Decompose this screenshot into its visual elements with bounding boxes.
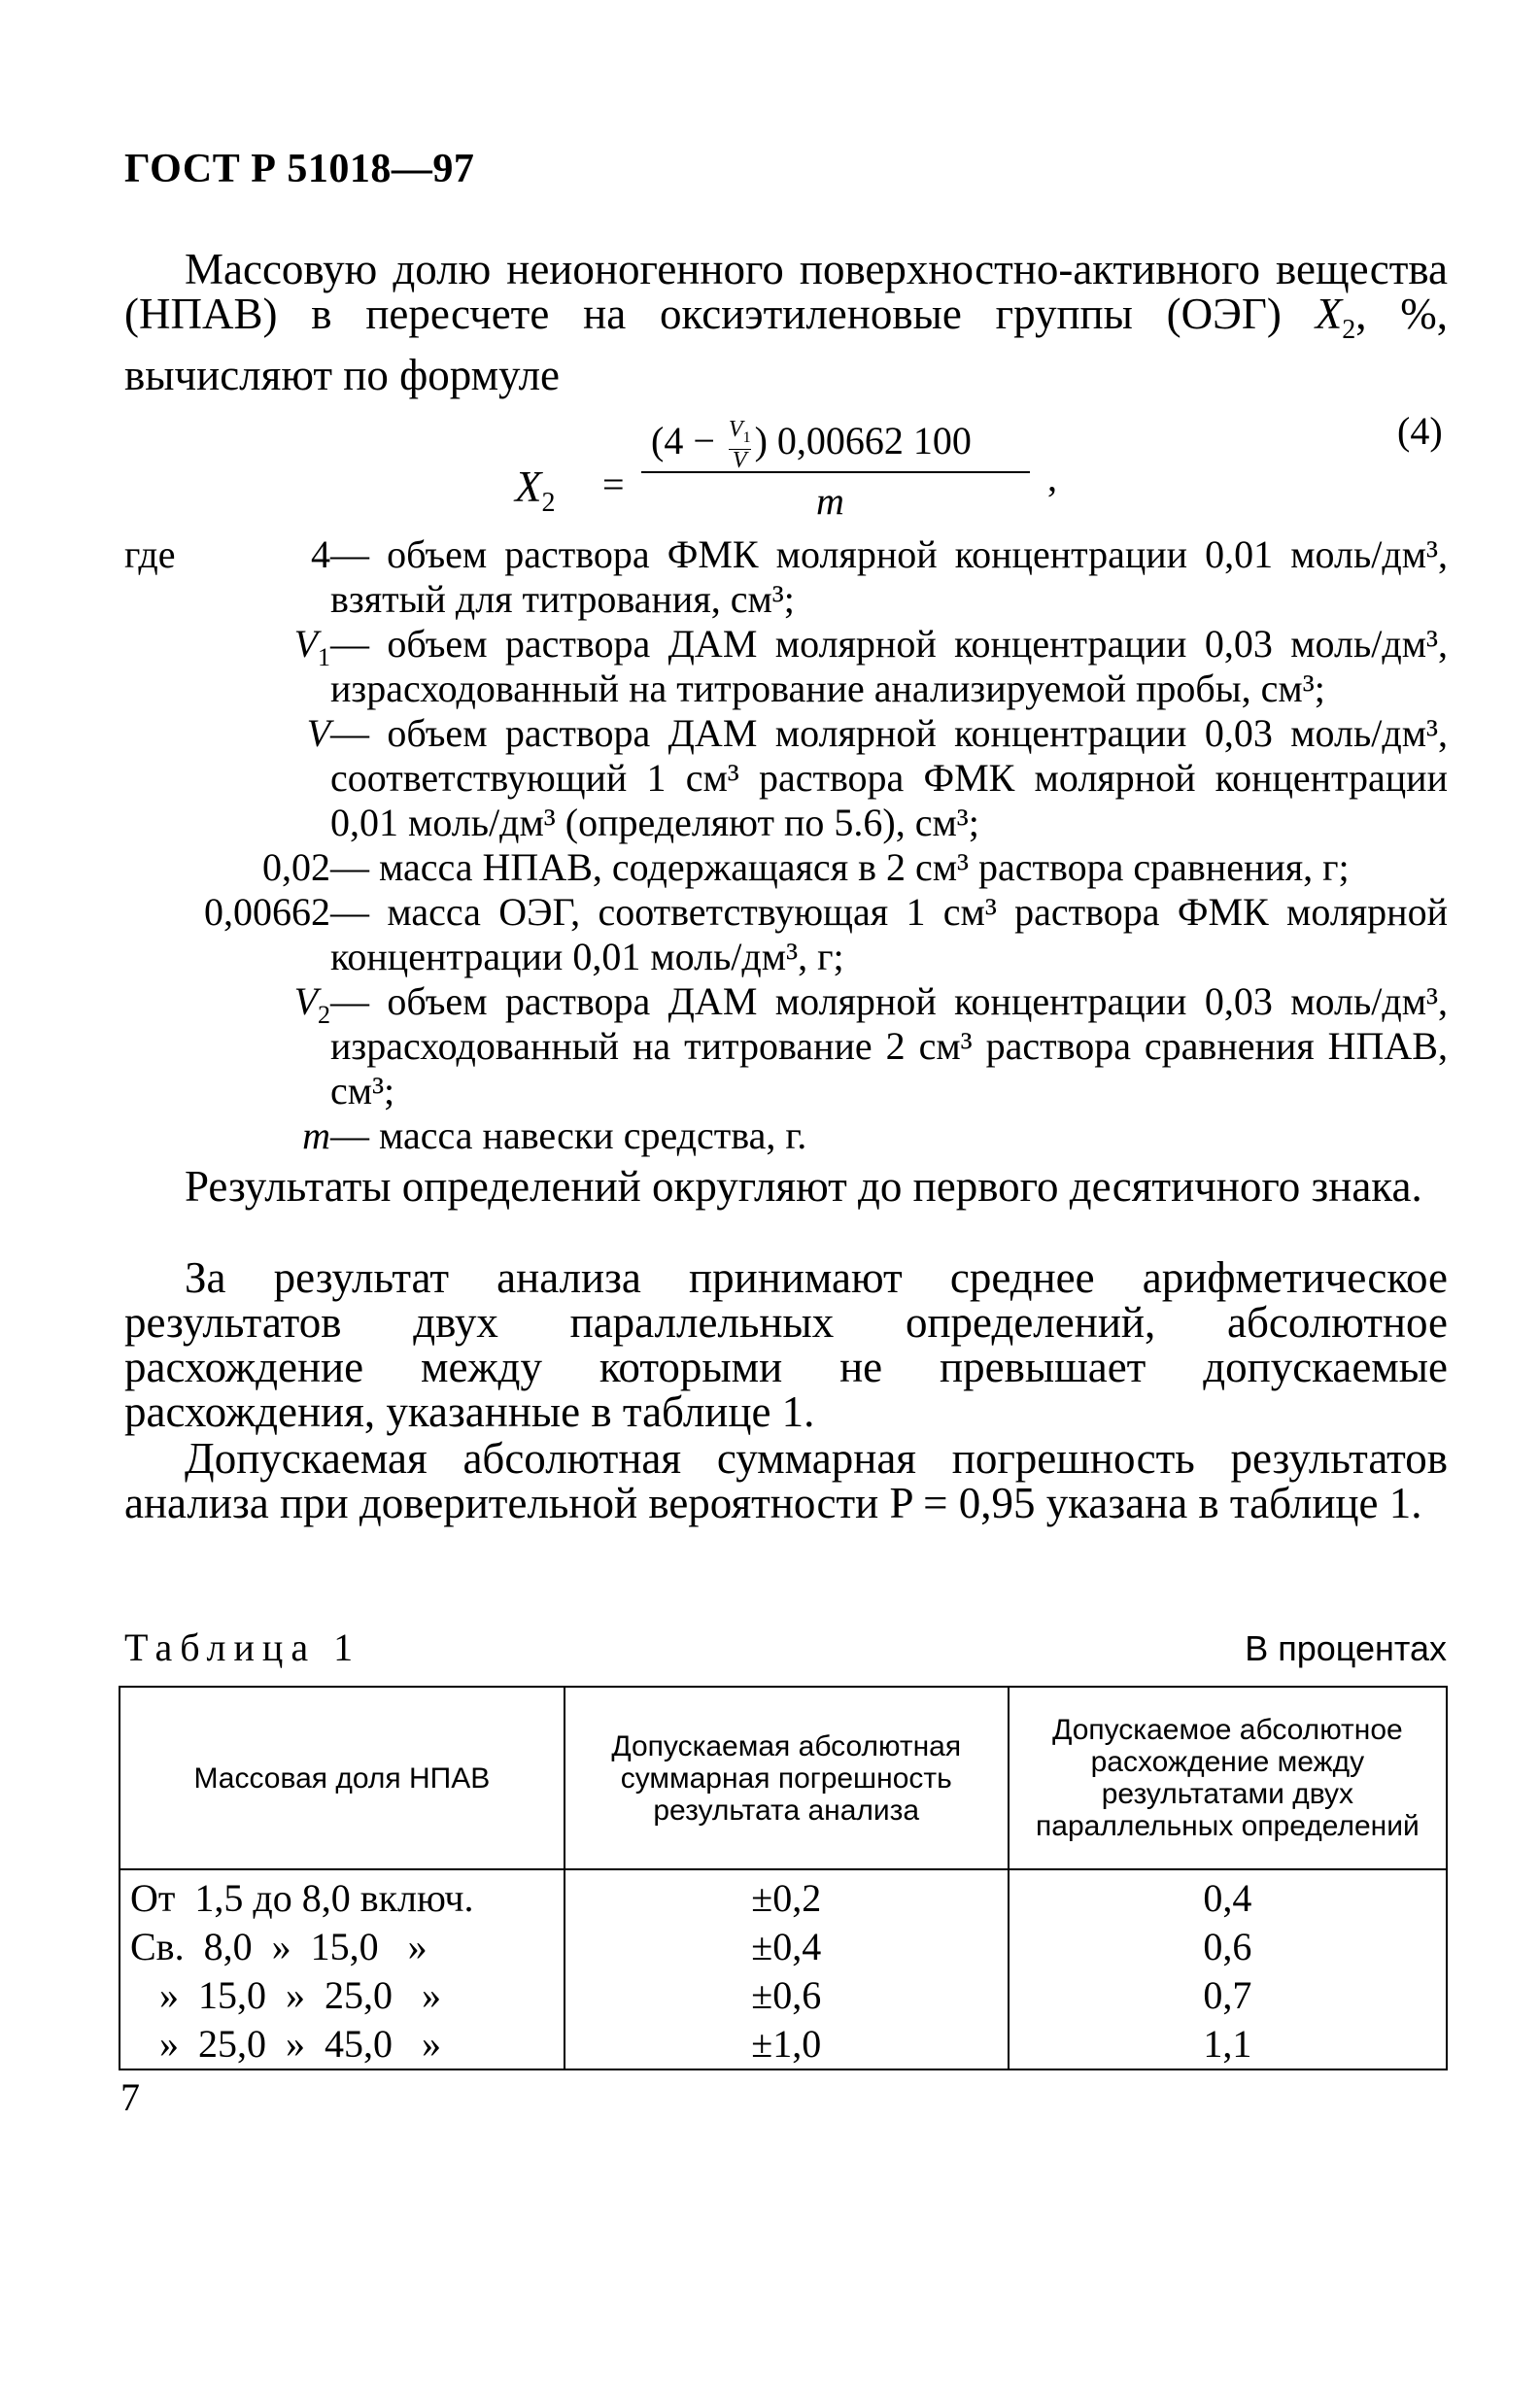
table-row (120, 1971, 1447, 2020)
table-cell: 0,6 (1009, 1923, 1447, 1971)
fraction-bar (641, 471, 1030, 473)
definition-text: — объем раствора ДАМ молярной концентрации 0,03 моль/дм³, израсходованный на титрование 2 см³ раствора сравнения НПАВ, см³; (330, 979, 1448, 1112)
table-header-cell: Массовая доля НПАВ (120, 1687, 565, 1869)
tolerance-table (119, 1686, 1448, 2070)
table-cell: ±1,0 (565, 2020, 1009, 2069)
error-paragraph: Допускаемая абсолютная суммарная погрешность результатов анализа при доверительной вероятности P = 0,95 указана в таблице 1. (124, 1434, 1448, 1527)
v1-over-v-fraction: $\frac{V_1}{V}$ (728, 416, 751, 473)
formula-number: (4) (1397, 409, 1443, 453)
table-cell: 1,1 (1009, 2020, 1447, 2069)
table-cell: От 1,5 до 8,0 включ. (120, 1869, 565, 1923)
definition-text: — масса НПАВ, содержащаяся в 2 см³ раствора сравнения, г; (330, 845, 1350, 889)
table-units: В процентах (1245, 1628, 1447, 1668)
table-header-cell: Допускаемое абсолютное расхождение между результатами двух параллельных определений (1009, 1687, 1447, 1869)
table-header-cell: Допускаемая абсолютная суммарная погрешность результата анализа (565, 1687, 1009, 1869)
definition-symbol: $V_2$ (293, 979, 330, 1029)
table-row (120, 1923, 1447, 1971)
definition-text: — объем раствора ДАМ молярной концентрации 0,03 моль/дм³, соответствующий 1 см³ раствора ФМК молярной концентрации 0,01 моль/дм³ (определяют по 5.6), см³; (330, 711, 1448, 844)
table-cell: ±0,4 (565, 1923, 1009, 1971)
intro-paragraph: Массовую долю неионогенного поверхностно-активного вещества (НПАВ) в пересчете на оксиэтиленовые группы (ОЭГ) $X_2$, %, вычисляют по формуле (124, 245, 1448, 399)
formula-equals: = (602, 462, 625, 506)
where-label: где (124, 532, 176, 576)
formula-denominator: m (816, 479, 844, 523)
table-header-row (120, 1687, 1447, 1869)
definition-item (124, 711, 1448, 845)
definition-text: — объем раствора ФМК молярной концентрации 0,01 моль/дм³, взятый для титрования, см³; (330, 532, 1448, 621)
definition-item (124, 1113, 1448, 1158)
definition-symbol: V (306, 711, 330, 755)
formula-numerator: (4 − $\frac{V_1}{V}$ ) 0,00662 100 (651, 416, 972, 473)
table-cell: 0,7 (1009, 1971, 1447, 2020)
table-cell: Св. 8,0 » 15,0 » (120, 1923, 565, 1971)
definition-item (124, 532, 1448, 622)
definition-text: — масса навески средства, г. (330, 1113, 807, 1157)
definition-item (124, 622, 1448, 711)
definition-text: — масса ОЭГ, соответствующая 1 см³ раствора ФМК молярной концентрации 0,01 моль/дм³, г; (330, 890, 1448, 978)
formula-lhs: $X_2$ (515, 462, 556, 518)
document-header: ГОСТ Р 51018—97 (124, 147, 475, 191)
table-cell: » 15,0 » 25,0 » (120, 1971, 565, 2020)
formula-4 (496, 408, 1448, 534)
table-row (120, 1869, 1447, 1923)
page-number: 7 (120, 2075, 140, 2119)
definitions-list (124, 532, 1448, 1158)
table-cell: ±0,2 (565, 1869, 1009, 1923)
table-caption: Таблица 1 (124, 1625, 361, 1669)
definition-text: — объем раствора ДАМ молярной концентрации 0,03 моль/дм³, израсходованный на титрование анализируемой пробы, см³; (330, 622, 1448, 710)
result-paragraph: За результат анализа принимают среднее арифметическое результатов двух параллельных определений, абсолютное расхождение между которыми не превышает допускаемые расхождения, указанные в таблице 1. (124, 1253, 1448, 1436)
definition-symbol: 0,00662 (204, 890, 330, 934)
table-cell: ±0,6 (565, 1971, 1009, 2020)
definition-symbol: 4 (311, 532, 330, 576)
table-row (120, 2020, 1447, 2069)
definition-item (124, 890, 1448, 979)
rounding-paragraph: Результаты определений округляют до первого десятичного знака. (185, 1162, 1422, 1211)
definition-item (124, 979, 1448, 1113)
formula-comma: , (1047, 456, 1057, 499)
definition-symbol: $V_1$ (293, 622, 330, 671)
definition-item (124, 845, 1448, 890)
definition-symbol: 0,02 (262, 845, 330, 889)
table-cell: 0,4 (1009, 1869, 1447, 1923)
definition-symbol: m (302, 1113, 330, 1157)
table-cell: » 25,0 » 45,0 » (120, 2020, 565, 2069)
